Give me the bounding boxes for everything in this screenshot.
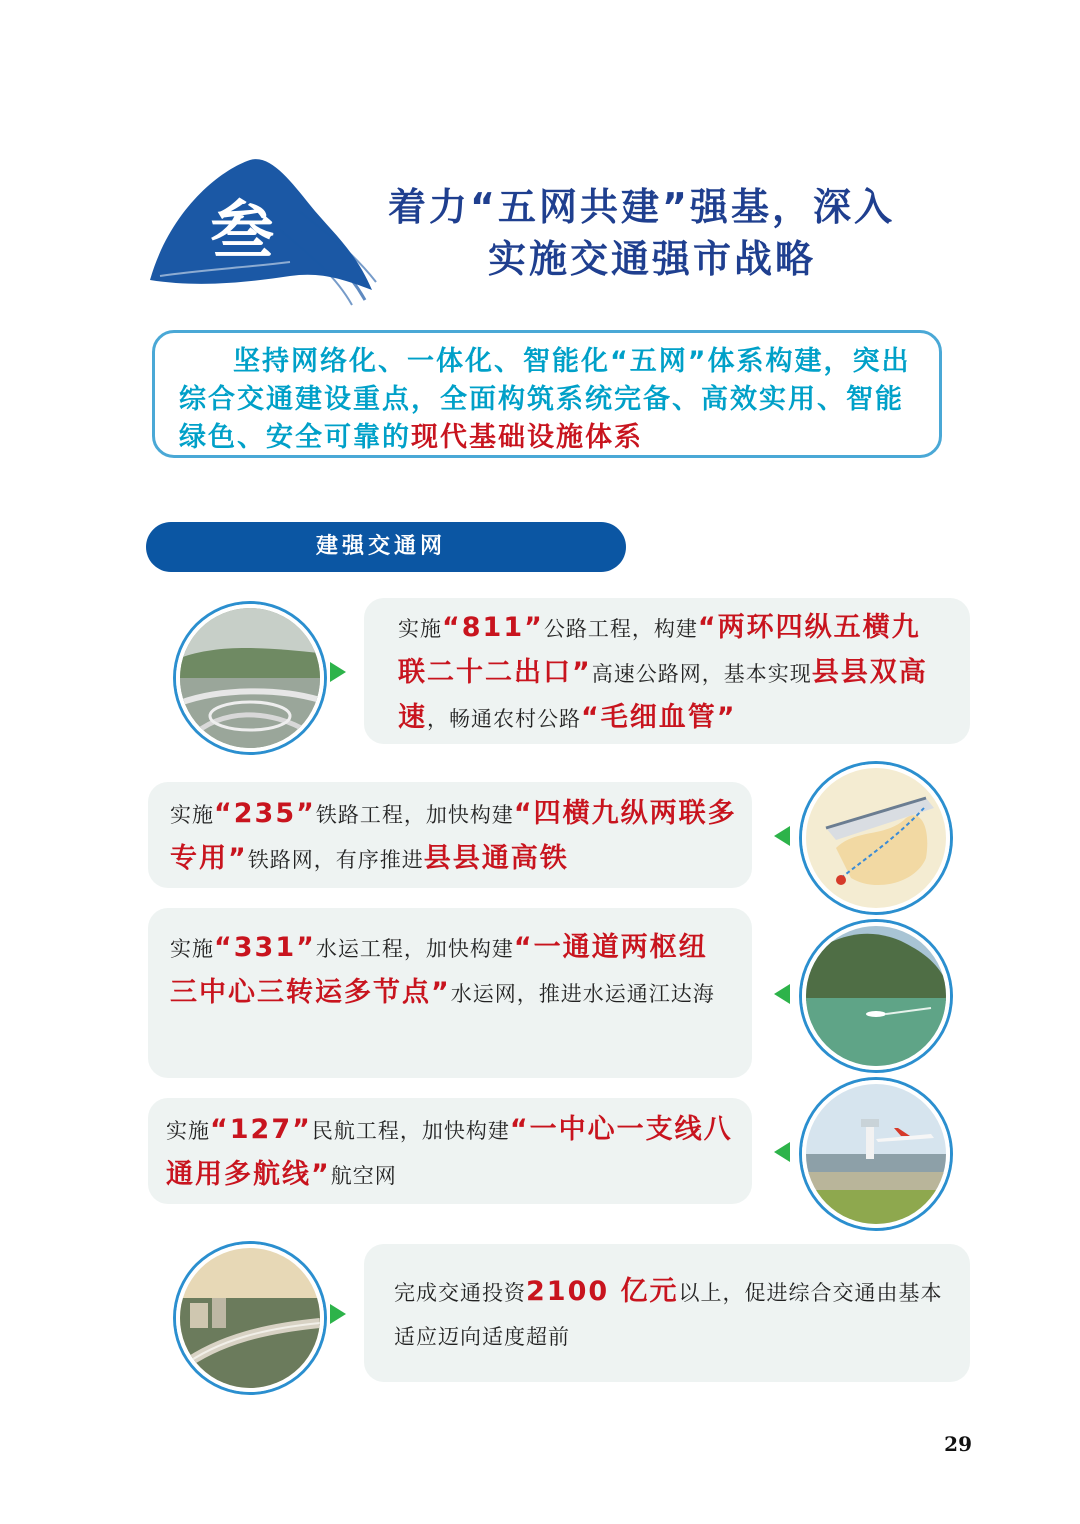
invest-text-1: 完成交通投资 [394, 1281, 526, 1305]
air-text-3: 航空网 [330, 1164, 397, 1188]
road-card [364, 598, 970, 744]
rail-highlight-2: “四横九纵两联多专用” [170, 798, 737, 874]
rail-text-2: 铁路工程，加快构建 [315, 803, 514, 827]
rail-highlight-1: “235” [214, 798, 316, 829]
invest-highlight-1: 2100 亿元 [526, 1276, 679, 1307]
intro-box [152, 330, 942, 458]
rail-text-1: 实施 [170, 803, 214, 827]
road-card-text [398, 606, 946, 741]
water-text-3: 水运网，推进水运通江达海 [450, 982, 715, 1006]
arrow-left-icon [774, 826, 790, 846]
arrow-right-icon [330, 1304, 346, 1324]
air-highlight-1: “127” [210, 1114, 312, 1145]
road-highlight-2: “两环四纵五横九联二十二出口” [398, 612, 921, 688]
water-text-1: 实施 [170, 937, 214, 961]
road-highlight-4: “毛细血管” [581, 702, 737, 733]
air-highlight-2: “一中心一支线八通用多航线” [166, 1114, 733, 1190]
invest-card-text [394, 1270, 950, 1359]
road-text-4: ，畅通农村公路 [427, 707, 581, 731]
highway-interchange-photo [176, 604, 324, 752]
arrow-left-icon [774, 1142, 790, 1162]
water-card-text [170, 926, 722, 1016]
road-highlight-3: 县县双高速 [398, 657, 928, 733]
section-header: 建强交通网 [146, 522, 626, 572]
air-card-text [166, 1108, 736, 1198]
rail-text-3: 铁路网，有序推进 [247, 848, 424, 872]
water-highlight-2: “一通道两枢纽三中心三转运多节点” [170, 932, 708, 1008]
water-text-2: 水运工程，加快构建 [315, 937, 514, 961]
water-highlight-1: “331” [214, 932, 316, 963]
arrow-left-icon [774, 984, 790, 1004]
page-title-line1: 着力“五网共建”强基，深入 [388, 185, 895, 229]
invest-card [364, 1244, 970, 1382]
expressway-city-photo [176, 1244, 324, 1392]
road-text-3: 高速公路网，基本实现 [591, 662, 812, 686]
chapter-char: 叁 [210, 194, 274, 269]
chapter-emblem [140, 150, 380, 310]
invest-text-2: 以上，促进综合交通由基本适应迈向适度超前 [394, 1281, 943, 1349]
rail-highlight-3: 县县通高铁 [423, 843, 569, 874]
page-title-line2: 实施交通强市战略 [488, 237, 817, 281]
road-text-1: 实施 [398, 617, 442, 641]
rail-card [148, 782, 752, 888]
air-text-1: 实施 [166, 1119, 210, 1143]
air-card [148, 1098, 752, 1204]
railway-map-photo [802, 764, 950, 912]
river-boat-photo [802, 922, 950, 1070]
rail-card-text [170, 792, 740, 882]
page-number: 29 [944, 1432, 972, 1456]
water-card [148, 908, 752, 1078]
road-text-2: 公路工程，构建 [543, 617, 698, 641]
road-highlight-1: “811” [442, 612, 544, 643]
intro-highlight: 现代基础设施体系 [411, 422, 643, 453]
intro-text: 坚持网络化、一体化、智能化“五网”体系构建，突出综合交通建设重点，全面构筑系统完备、高效实用、智能绿色、安全可靠的 [179, 346, 911, 453]
air-text-2: 民航工程，加快构建 [311, 1119, 510, 1143]
airport-photo [802, 1080, 950, 1228]
arrow-right-icon [330, 662, 346, 682]
